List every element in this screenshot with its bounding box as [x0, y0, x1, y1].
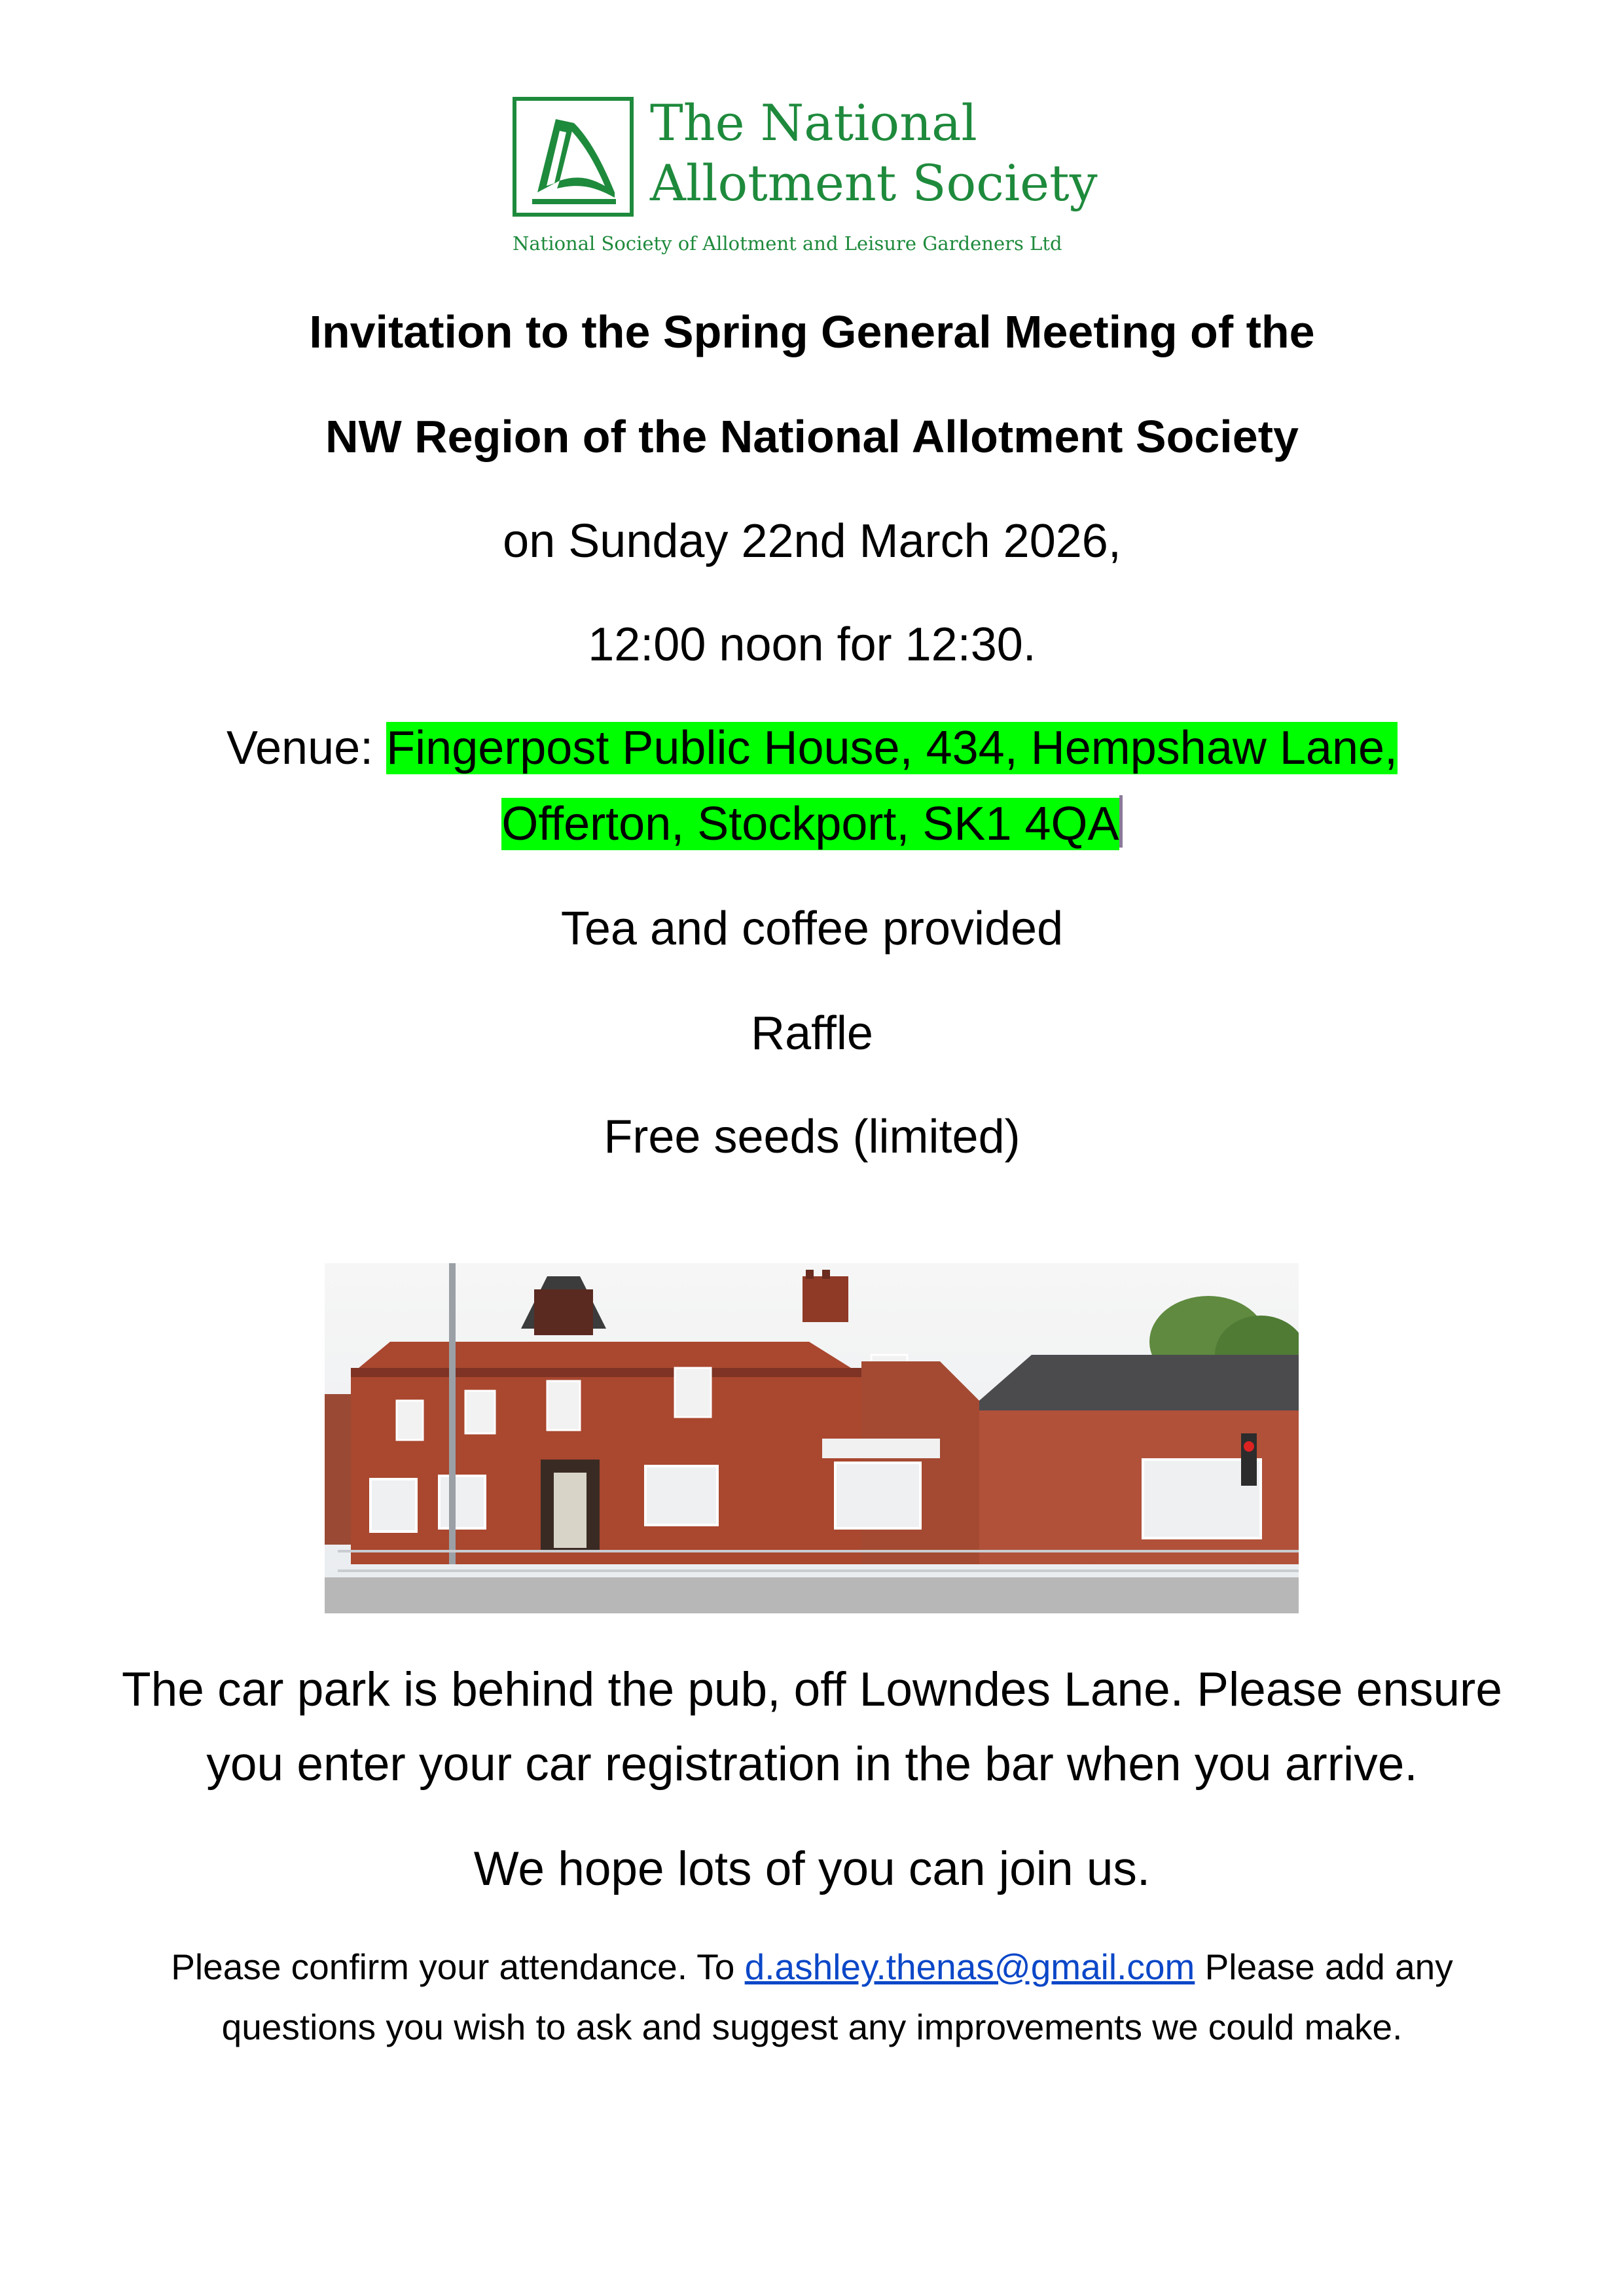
venue-label: Venue: [226, 722, 387, 774]
pub-photo [325, 1263, 1299, 1613]
logo-subtitle: National Society of Allotment and Leisure Gardeners Ltd [513, 232, 1062, 255]
rsvp-suffix: Please add any [1195, 1946, 1453, 1987]
logo-title-line2: Allotment Society [650, 154, 1098, 212]
closing-message: We hope lots of you can join us. [473, 1842, 1151, 1895]
society-logo [513, 94, 1121, 260]
allotment-book-icon [513, 97, 634, 217]
extra-free-seeds: Free seeds (limited) [604, 1111, 1020, 1163]
venue-line2 [0, 795, 1624, 853]
email-link[interactable]: d.ashley.thenas@gmail.com [744, 1946, 1195, 1987]
rsvp-line2: questions you wish to ask and suggest any improvements we could make. [221, 2007, 1403, 2047]
heading-line1: Invitation to the Spring General Meeting of the [309, 306, 1315, 357]
logo-title-line1: The National [650, 94, 977, 152]
logo-title [650, 93, 1121, 213]
rsvp-line1 [0, 1944, 1624, 1990]
heading-line2: NW Region of the National Allotment Society [325, 411, 1299, 462]
event-time: 12:00 noon for 12:30. [588, 619, 1036, 671]
extra-raffle: Raffle [751, 1007, 873, 1060]
extra-tea-coffee: Tea and coffee provided [560, 903, 1064, 955]
event-date: on Sunday 22nd March 2026, [503, 515, 1121, 567]
venue-address-line1: Fingerpost Public House, 434, Hempshaw Lane, [386, 722, 1398, 774]
rsvp-prefix: Please confirm your attendance. To [171, 1946, 745, 1987]
parking-line1: The car park is behind the pub, off Lowndes Lane. Please ensure [122, 1663, 1502, 1716]
parking-line2: you enter your car registration in the bar when you arrive. [206, 1738, 1418, 1791]
venue-address-line2: Offerton, Stockport, SK1 4QA [501, 798, 1119, 850]
venue-line1 [0, 719, 1624, 778]
text-cursor [1119, 795, 1123, 848]
